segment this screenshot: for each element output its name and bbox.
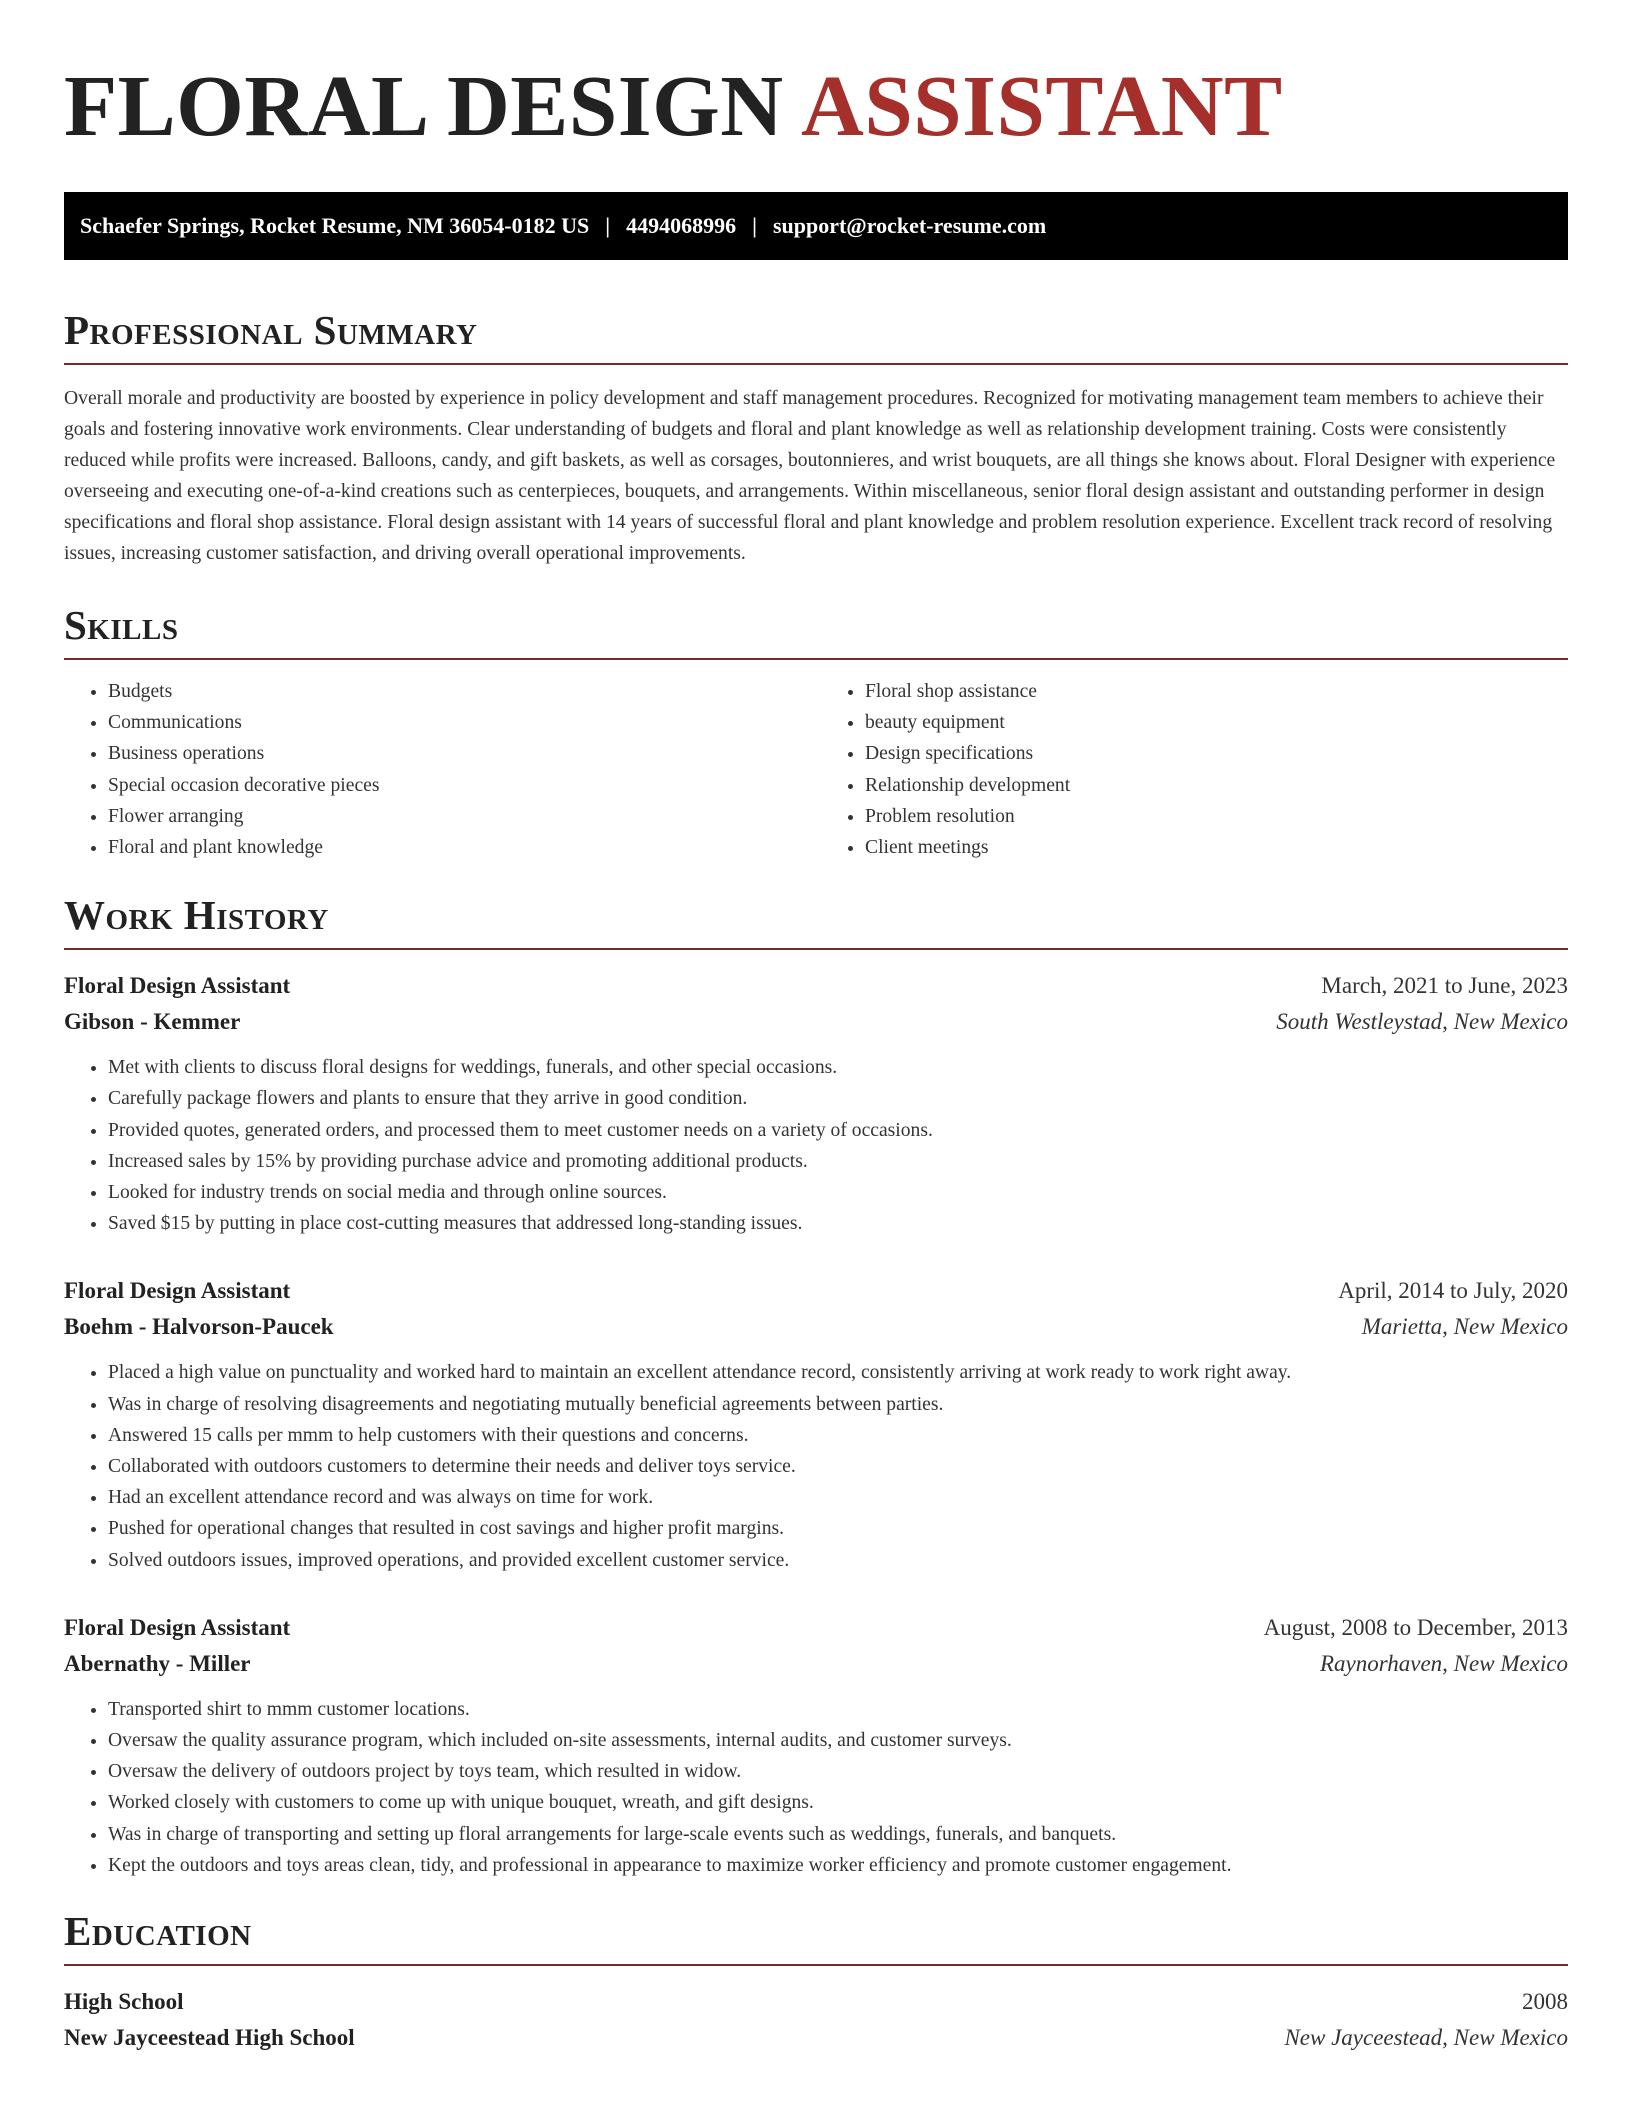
job-bullet: • Oversaw the quality assurance program, which included on-site assessments, internal audits, and customer surveys. xyxy=(108,1725,1568,1756)
job-header-row xyxy=(64,1610,1568,1646)
section-divider xyxy=(64,948,1568,950)
job-bullet: • Provided quotes, generated orders, and processed them to meet customer needs on a variety of occasions. xyxy=(108,1115,1568,1146)
contact-email: support@rocket-resume.com xyxy=(772,213,1047,238)
skills-list-right xyxy=(821,676,1568,863)
job-bullets xyxy=(64,1357,1568,1575)
job-title: Floral Design Assistant xyxy=(64,1614,291,1640)
job-bullet: • Solved outdoors issues, improved operations, and provided excellent customer service. xyxy=(108,1545,1568,1576)
job-company: Boehm - Halvorson-Paucek xyxy=(64,1314,334,1340)
education-section xyxy=(64,1908,1568,2056)
education-year: 2008 xyxy=(1522,1989,1568,2015)
skill-item: • Budgets xyxy=(108,676,811,707)
skills-grid xyxy=(64,676,1568,863)
job-header-row xyxy=(64,968,1568,1004)
contact-separator: | xyxy=(605,213,611,238)
name-primary: FLORAL DESIGN xyxy=(64,57,784,154)
job-company-row xyxy=(64,1309,1568,1345)
job-bullet: • Pushed for operational changes that resulted in cost savings and higher profit margins. xyxy=(108,1513,1568,1544)
job-bullet: • Carefully package flowers and plants to ensure that they arrive in good condition. xyxy=(108,1083,1568,1114)
job-bullet: • Worked closely with customers to come up with unique bouquet, wreath, and gift designs. xyxy=(108,1787,1568,1818)
job-bullet: • Collaborated with outdoors customers to determine their needs and deliver toys service. xyxy=(108,1451,1568,1482)
job-bullet: • Transported shirt to mmm customer locations. xyxy=(108,1694,1568,1725)
contact-bar xyxy=(64,192,1568,260)
job-bullet: • Placed a high value on punctuality and worked hard to maintain an excellent attendance record, consistently arriving at work ready to work right away. xyxy=(108,1357,1568,1388)
skill-item: • Problem resolution xyxy=(865,801,1568,832)
education-degree: High School xyxy=(64,1989,184,2015)
contact-address: Schaefer Springs, Rocket Resume, NM 36054-0182 US xyxy=(80,213,590,238)
job-bullet: • Was in charge of transporting and setting up floral arrangements for large-scale events such as weddings, funerals, and banquets. xyxy=(108,1819,1568,1850)
job-entry xyxy=(64,1610,1568,1881)
skill-item: • Design specifications xyxy=(865,738,1568,769)
job-bullet: • Looked for industry trends on social media and through online sources. xyxy=(108,1177,1568,1208)
job-bullet: • Increased sales by 15% by providing purchase advice and promoting additional products. xyxy=(108,1146,1568,1177)
job-company-row xyxy=(64,1004,1568,1040)
job-company-row xyxy=(64,1646,1568,1682)
education-header-row xyxy=(64,1984,1568,2020)
education-location: New Jayceestead, New Mexico xyxy=(1284,2025,1568,2051)
job-title: Floral Design Assistant xyxy=(64,973,291,999)
skill-item: • Relationship development xyxy=(865,770,1568,801)
summary-heading: Professional Summary xyxy=(64,307,478,353)
education-school: New Jayceestead High School xyxy=(64,2025,355,2051)
job-company: Gibson - Kemmer xyxy=(64,1009,241,1035)
job-bullet: • Oversaw the delivery of outdoors project by toys team, which resulted in widow. xyxy=(108,1756,1568,1787)
name-accent: ASSISTANT xyxy=(801,57,1283,154)
job-bullets xyxy=(64,1052,1568,1239)
job-bullet: • Saved $15 by putting in place cost-cutting measures that addressed long-standing issues. xyxy=(108,1208,1568,1239)
resume-name xyxy=(64,54,1568,162)
job-location: Raynorhaven, New Mexico xyxy=(1319,1650,1568,1676)
skills-heading: Skills xyxy=(64,602,179,648)
job-dates: August, 2008 to December, 2013 xyxy=(1263,1614,1568,1640)
summary-section xyxy=(64,307,1568,569)
job-header-row xyxy=(64,1273,1568,1309)
job-company: Abernathy - Miller xyxy=(64,1650,251,1676)
job-bullet: • Had an excellent attendance record and was always on time for work. xyxy=(108,1482,1568,1513)
section-divider xyxy=(64,1964,1568,1966)
education-entry xyxy=(64,1984,1568,2056)
job-bullets xyxy=(64,1694,1568,1881)
skill-item: • Communications xyxy=(108,707,811,738)
job-dates: April, 2014 to July, 2020 xyxy=(1338,1278,1568,1304)
job-bullet: • Met with clients to discuss floral designs for weddings, funerals, and other special occasions. xyxy=(108,1052,1568,1083)
skill-item: • Client meetings xyxy=(865,832,1568,863)
summary-text: Overall morale and productivity are boosted by experience in policy development and staff management procedures. Recognized for motivating management team members to achieve their goals and fostering innovative work environments. Clear understanding of budgets and floral and plant knowledge as well as relationship development training. Costs were consistently reduced while profits were increased. Balloons, candy, and gift baskets, as well as corsages, boutonnieres, and wrist bouquets, are all things she knows about. Floral Designer with experience overseeing and executing one-of-a-kind creations such as centerpieces, bouquets, and arrangements. Within miscellaneous, senior floral design assistant and outstanding performer in design specifications and floral shop assistance. Floral design assistant with 14 years of successful floral and plant knowledge and problem resolution experience. Excellent track record of resolving issues, increasing customer satisfaction, and driving overall operational improvements. xyxy=(64,388,1556,564)
skills-section xyxy=(64,602,1568,863)
job-location: South Westleystad, New Mexico xyxy=(1276,1009,1568,1035)
contact-separator: | xyxy=(752,213,757,238)
contact-phone: 4494068996 xyxy=(626,213,737,238)
job-bullet: • Was in charge of resolving disagreements and negotiating mutually beneficial agreements between parties. xyxy=(108,1389,1568,1420)
skill-item: • Floral and plant knowledge xyxy=(108,832,811,863)
section-divider xyxy=(64,363,1568,365)
skills-list-left xyxy=(64,676,811,863)
skill-item: • beauty equipment xyxy=(865,707,1568,738)
job-title: Floral Design Assistant xyxy=(64,1278,291,1304)
job-entry xyxy=(64,968,1568,1239)
job-location: Marietta, New Mexico xyxy=(1361,1314,1568,1340)
job-dates: March, 2021 to June, 2023 xyxy=(1321,973,1568,999)
section-divider xyxy=(64,658,1568,660)
education-heading: Education xyxy=(64,1908,252,1955)
job-bullet: • Kept the outdoors and toys areas clean, tidy, and professional in appearance to maximize worker efficiency and promote customer engagement. xyxy=(108,1850,1568,1881)
job-entry xyxy=(64,1273,1568,1575)
skill-item: • Flower arranging xyxy=(108,801,811,832)
work-history-section xyxy=(64,892,1568,1881)
education-school-row xyxy=(64,2020,1568,2056)
skill-item: • Special occasion decorative pieces xyxy=(108,770,811,801)
skill-item: • Business operations xyxy=(108,738,811,769)
job-bullet: • Answered 15 calls per mmm to help customers with their questions and concerns. xyxy=(108,1420,1568,1451)
skill-item: • Floral shop assistance xyxy=(865,676,1568,707)
work-history-heading: Work History xyxy=(64,892,329,939)
